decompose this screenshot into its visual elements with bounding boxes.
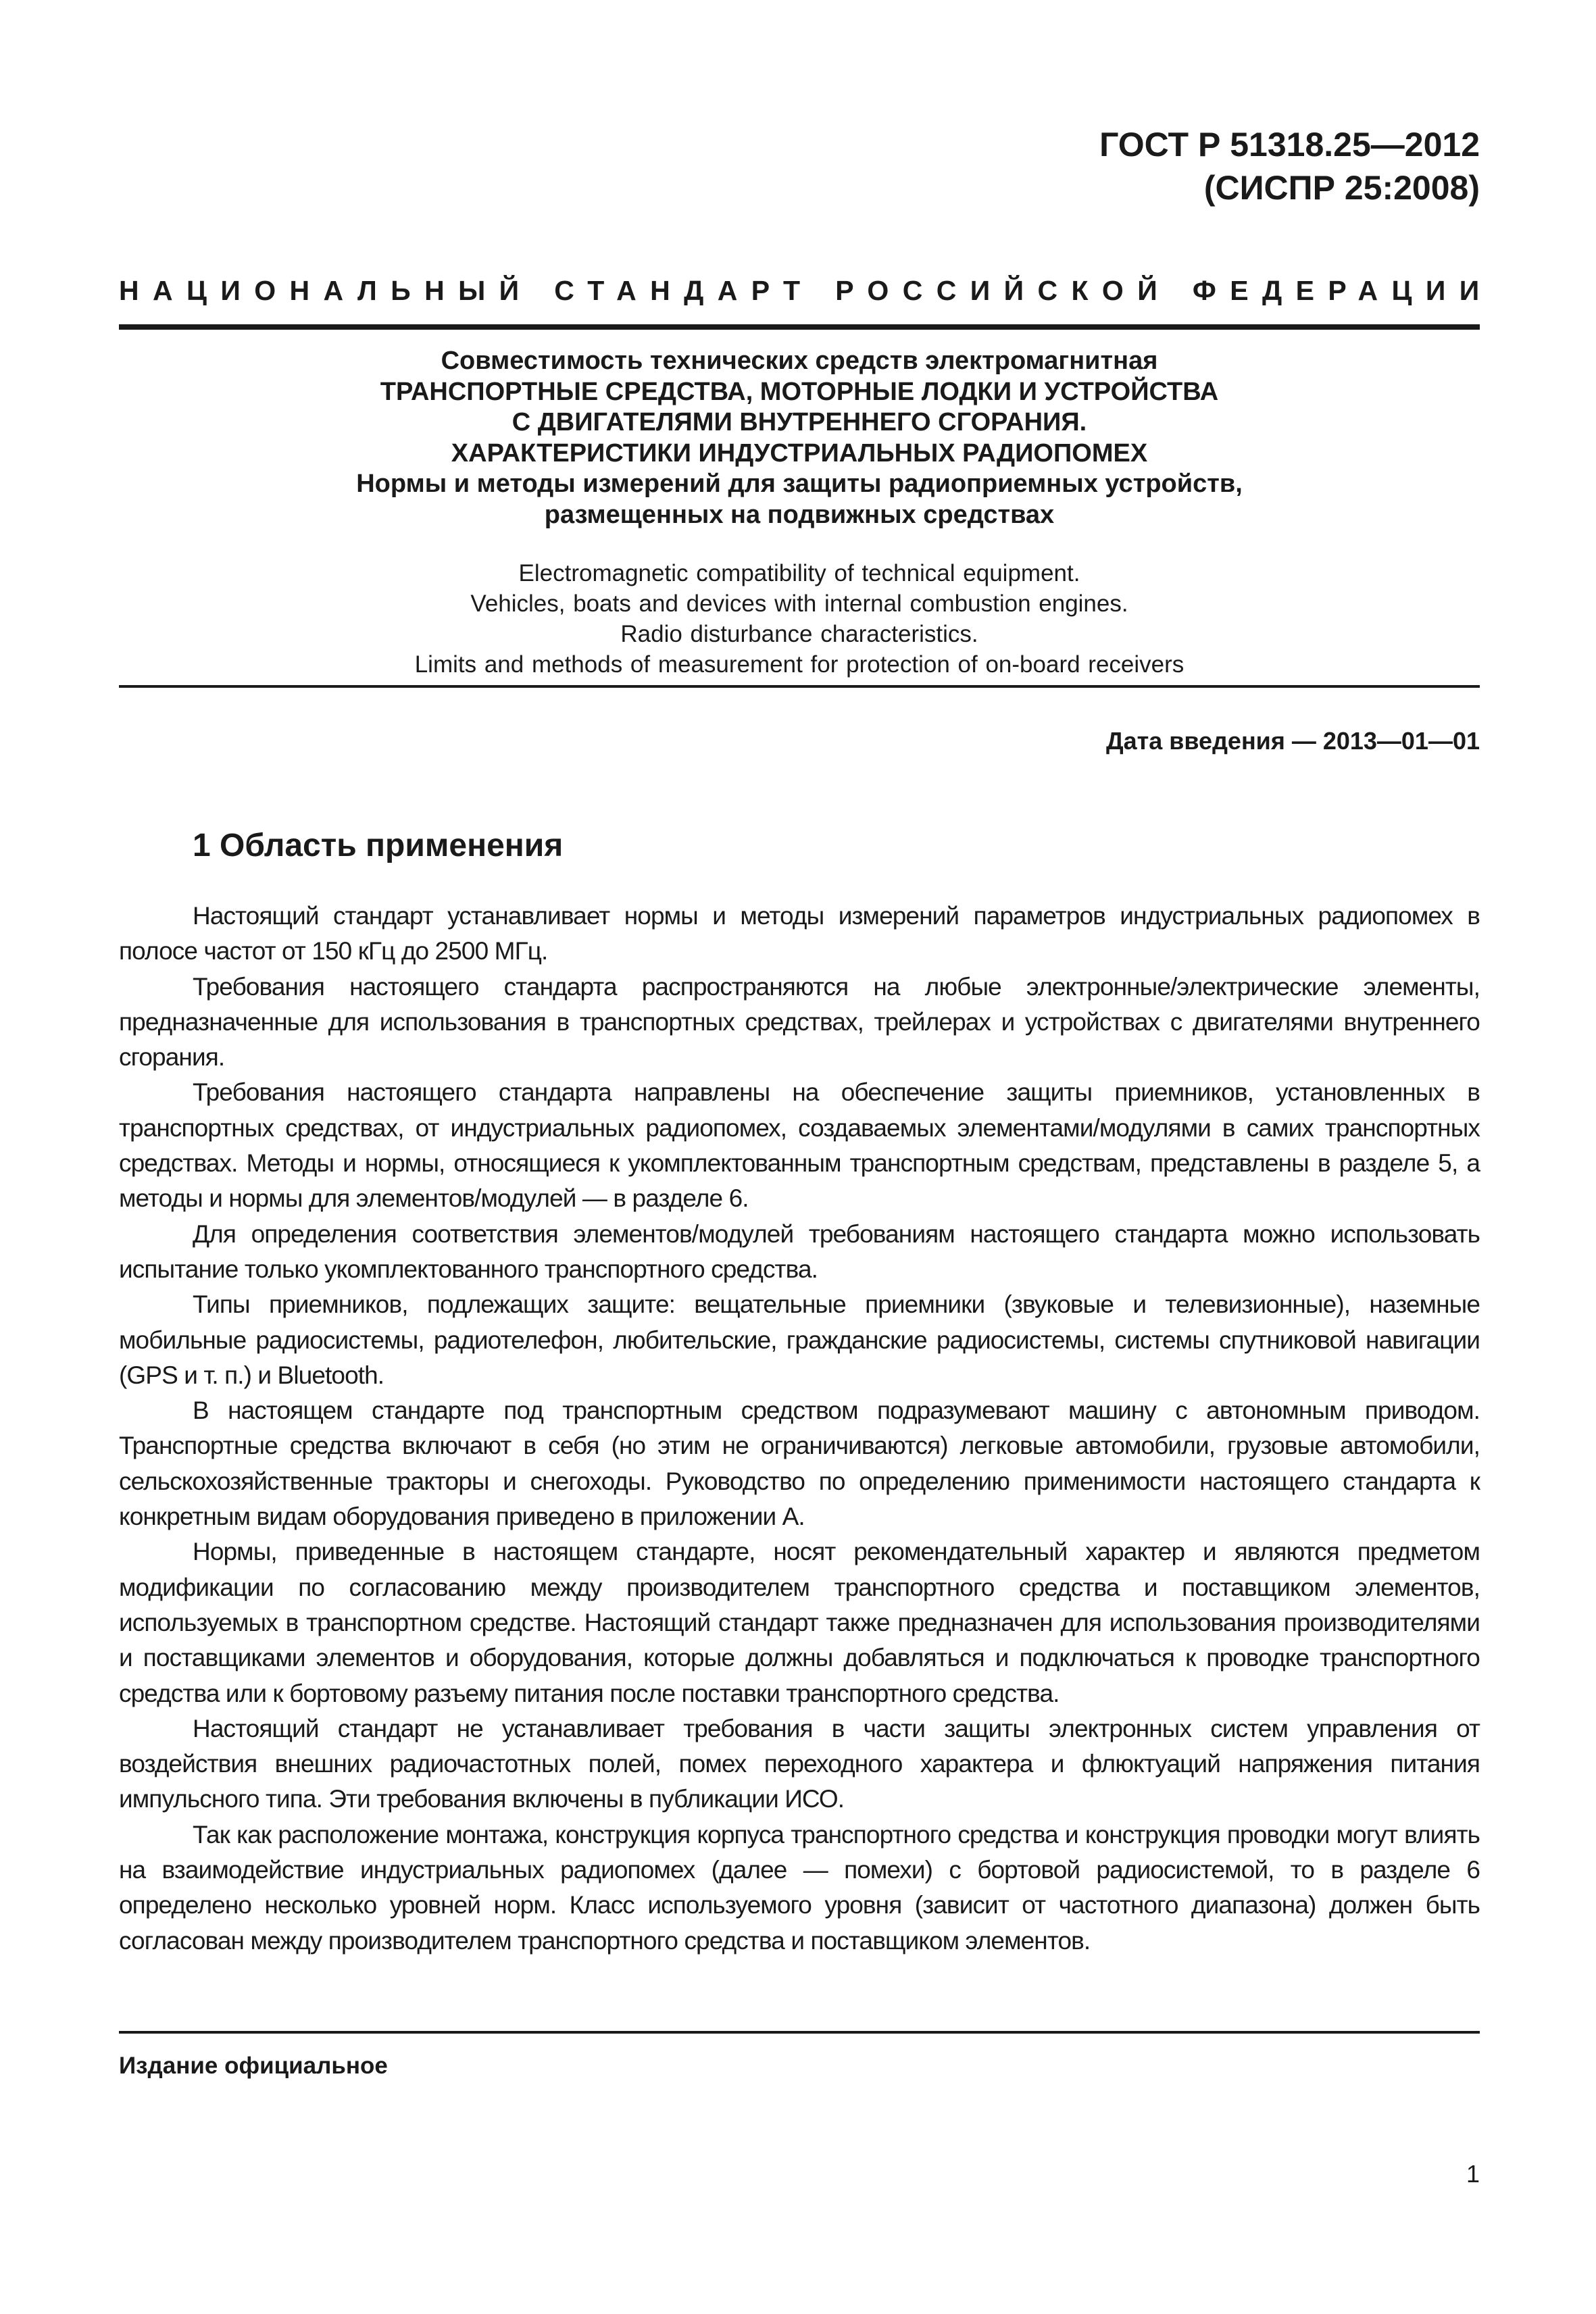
title-rule xyxy=(119,685,1480,688)
introduction-date: Дата введения — 2013—01—01 xyxy=(1105,727,1480,755)
official-edition-label: Издание официальное xyxy=(119,2053,388,2079)
title-en-line: Electromagnetic compatibility of technical equipment. xyxy=(518,560,1080,586)
title-ru-line: Совместимость технических средств электромагнитная xyxy=(441,347,1158,375)
title-ru xyxy=(119,346,1480,530)
paragraph: Так как расположение монтажа, конструкция корпуса транспортного средства и конструкция проводки могут влиять на взаимодействие индустриальных радиопомех (далее — помехи) с бортовой радиосистемой, то в разделе 6 определено несколько уровней норм. Класс используемого уровня (зависит от частотного диапазона) должен быть согласован между производителем транспортного средства и поставщиком элементов. xyxy=(119,1820,1480,1955)
paragraph: Для определения соответствия элементов/модулей требованиям настоящего стандарта можно использовать испытание только укомплектованного транспортного средства. xyxy=(119,1219,1480,1283)
harmonized-standard: (СИСПР 25:2008) xyxy=(1203,169,1480,207)
title-ru-line: Нормы и методы измерений для защиты радиоприемных устройств, xyxy=(356,470,1243,498)
title-en-line: Vehicles, boats and devices with internal combustion engines. xyxy=(470,590,1128,617)
section-body xyxy=(119,899,1480,1959)
title-en-line: Limits and methods of measurement for protection of on-board receivers xyxy=(414,651,1184,678)
paragraph: Нормы, приведенные в настоящем стандарте, носят рекомендательный характер и являются предметом модификации по согласованию между производителем транспортного средства и поставщиком элементов, используемых в транспортном средстве. Настоящий стандарт также предназначен для использования производителями и поставщиками элементов и оборудования, которые должны добавляться и подключаться к проводке транспортного средства или к бортовому разъему питания после поставки транспортного средства. xyxy=(119,1538,1480,1707)
title-ru-line: С ДВИГАТЕЛЯМИ ВНУТРЕННЕГО СГОРАНИЯ. xyxy=(512,408,1087,436)
paragraph: Типы приемников, подлежащих защите: вещательные приемники (звуковые и телевизионные), наземные мобильные радиосистемы, радиотелефон, любительские, гражданские радиосистемы, системы спутниковой навигации (GPS и т. п.) и Bluetooth. xyxy=(119,1290,1480,1389)
standard-number: ГОСТ Р 51318.25—2012 xyxy=(1099,126,1480,164)
paragraph: Настоящий стандарт устанавливает нормы и методы измерений параметров индустриальных радиопомех в полосе частот от 150 кГц до 2500 МГц. xyxy=(119,902,1480,965)
standard-designation xyxy=(1099,123,1480,209)
page-number: 1 xyxy=(1466,2160,1480,2188)
national-standard-heading: НАЦИОНАЛЬНЫЙ СТАНДАРТ РОССИЙСКОЙ ФЕДЕРАЦИИ xyxy=(119,275,1493,306)
paragraph: Настоящий стандарт не устанавливает требования в части защиты электронных систем управления от воздействия внешних радиочастотных полей, помех переходного характера и флюктуаций напряжения питания импульсного типа. Эти требования включены в публикации ИСО. xyxy=(119,1714,1480,1813)
title-ru-line: ТРАНСПОРТНЫЕ СРЕДСТВА, МОТОРНЫЕ ЛОДКИ И УСТРОЙСТВА xyxy=(380,377,1219,406)
paragraph: В настоящем стандарте под транспортным средством подразумевают машину с автономным приводом. Транспортные средства включают в себя (но этим не ограничиваются) легковые автомобили, грузовые автомобили, сельскохозяйственные тракторы и снегоходы. Руководство по определению применимости настоящего стандарта к конкретным видам оборудования приведено в приложении А. xyxy=(119,1397,1480,1531)
footer-rule xyxy=(119,2031,1480,2034)
paragraph: Требования настоящего стандарта распространяются на любые электронные/электрические элементы, предназначенные для использования в транспортных средствах, трейлерах и устройствах с двигателями внутреннего сгорания. xyxy=(119,972,1480,1072)
section-title: 1 Область применения xyxy=(193,828,564,863)
title-ru-line: размещенных на подвижных средствах xyxy=(544,500,1055,529)
paragraph: Требования настоящего стандарта направлены на обеспечение защиты приемников, установленных в транспортных средствах, от индустриальных радиопомех, создаваемых элементами/модулями в самих транспортных средствах. Методы и нормы, относящиеся к укомплектованным транспортным средствам, представлены в разделе 5, а методы и нормы для элементов/модулей — в разделе 6. xyxy=(119,1078,1480,1213)
title-en-line: Radio disturbance characteristics. xyxy=(620,621,978,647)
title-ru-line: ХАРАКТЕРИСТИКИ ИНДУСТРИАЛЬНЫХ РАДИОПОМЕХ xyxy=(451,438,1148,468)
title-en xyxy=(119,558,1480,680)
header-rule xyxy=(119,324,1480,330)
